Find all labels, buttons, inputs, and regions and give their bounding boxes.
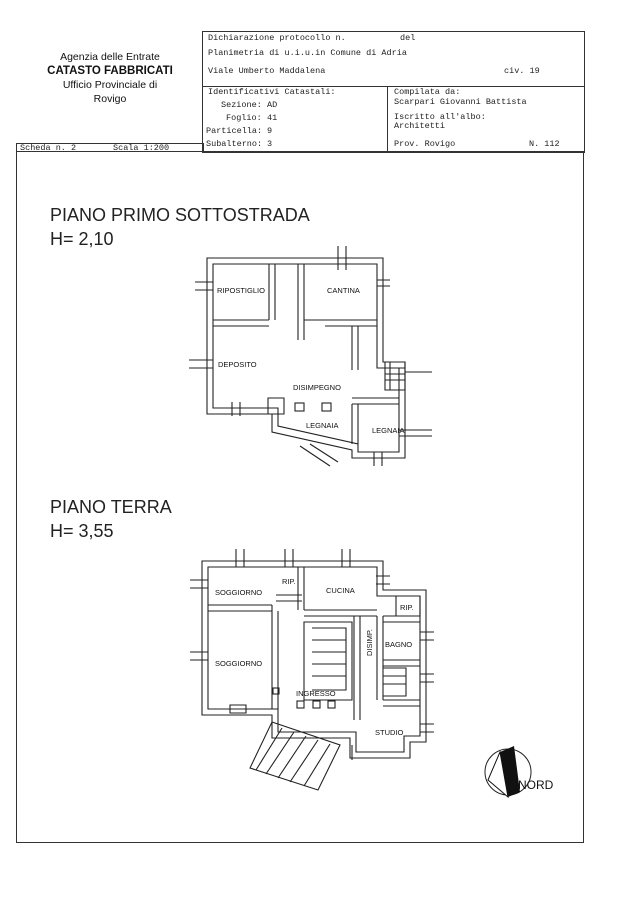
nord-label: NORD xyxy=(518,778,554,792)
particella-label: Particella: xyxy=(206,126,263,136)
particella-value: 9 xyxy=(267,126,273,136)
room-soggiorno-2: SOGGIORNO xyxy=(215,659,263,668)
planimetria-text: Planimetria di u.i.u.in Comune di Adria xyxy=(208,48,407,58)
plan-piano2 xyxy=(190,549,434,790)
protocollo-label: Dichiarazione protocollo n. xyxy=(208,33,346,43)
north-compass xyxy=(485,746,554,797)
civ-text: civ. 19 xyxy=(504,66,540,76)
room-studio: STUDIO xyxy=(375,728,404,737)
rooms-piano1 xyxy=(217,286,405,435)
piano2-title: PIANO TERRA xyxy=(50,497,172,517)
compilata-label: Compilata da: xyxy=(394,87,461,97)
ident-title: Identificativi Catastali: xyxy=(208,87,336,97)
room-cucina: CUCINA xyxy=(326,586,355,595)
agency-line1: Agenzia delle Entrate xyxy=(60,51,160,63)
iscritto-value: Architetti xyxy=(394,121,446,131)
address-text: Viale Umberto Maddalena xyxy=(208,66,326,76)
scheda-label: Scheda n. 2 xyxy=(20,143,77,153)
sezione-label: Sezione: xyxy=(221,100,262,110)
agency-line4: Rovigo xyxy=(93,93,127,105)
del-label: del xyxy=(400,33,416,43)
room-legnaia-1: LEGNAIA xyxy=(306,421,339,430)
room-disimp: DISIMP. xyxy=(365,629,374,656)
room-bagno: BAGNO xyxy=(385,640,413,649)
room-rip-1: RIP. xyxy=(282,577,296,586)
prov-text: Prov. Rovigo xyxy=(394,139,456,149)
iscritto-label: Iscritto all'albo: xyxy=(394,112,486,122)
room-ingresso: INGRESSO xyxy=(296,689,336,698)
room-legnaia-2: LEGNAIA xyxy=(372,426,405,435)
piano1-height: H= 2,10 xyxy=(50,229,114,249)
numero-text: N. 112 xyxy=(529,139,560,149)
room-disimpegno: DISIMPEGNO xyxy=(293,383,341,392)
sezione-value: AD xyxy=(267,100,278,110)
room-rip-2: RIP. xyxy=(400,603,414,612)
subalterno-value: 3 xyxy=(267,139,273,149)
room-cantina: CANTINA xyxy=(327,286,360,295)
foglio-label: Foglio: xyxy=(226,113,262,123)
agency-line3: Ufficio Provinciale di xyxy=(62,79,158,91)
room-ripostiglio: RIPOSTIGLIO xyxy=(217,286,265,295)
room-soggiorno-1: SOGGIORNO xyxy=(215,588,263,597)
piano2-height: H= 3,55 xyxy=(50,521,114,541)
compilata-value: Scarpari Giovanni Battista xyxy=(394,97,527,107)
scala-label: Scala 1:200 xyxy=(113,143,170,153)
agency-line2: CATASTO FABBRICATI xyxy=(47,65,173,77)
subalterno-label: Subalterno: xyxy=(206,139,263,149)
foglio-value: 41 xyxy=(267,113,278,123)
room-deposito: DEPOSITO xyxy=(218,360,257,369)
piano1-title: PIANO PRIMO SOTTOSTRADA xyxy=(50,205,310,225)
